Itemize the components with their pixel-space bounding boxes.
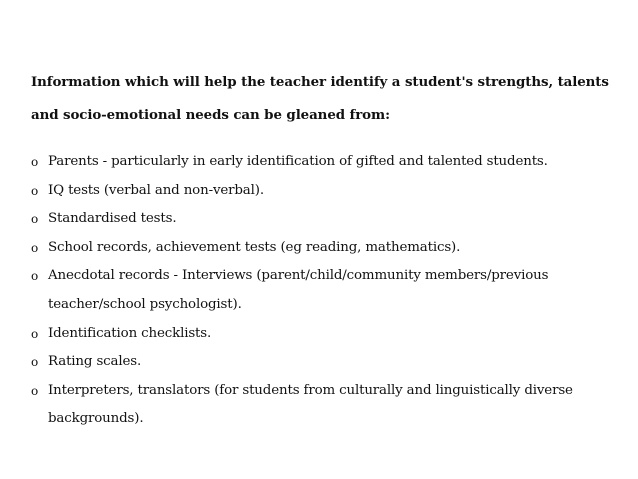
bullet-icon: o [31,183,39,198]
list-item-text: Anecdotal records - Interviews (parent/child/community members/previous teacher/school psychologist). [48,268,549,312]
list-item-text: Standardised tests. [48,211,177,227]
list-item-text: IQ tests (verbal and non-verbal). [48,182,264,198]
bullet-icon: o [31,269,39,284]
list-item-text: Rating scales. [48,354,142,370]
bullet-icon: o [31,212,39,227]
bullet-icon: o [31,355,39,370]
list-item [31,177,621,206]
heading-line-2: and socio-emotional needs can be gleaned from: [31,107,390,123]
list-item [31,205,621,234]
list-item-text: School records, achievement tests (eg reading, mathematics). [48,239,461,255]
bullet-icon: o [31,383,39,398]
list-item [31,348,621,377]
list-item [31,234,621,263]
list-item [31,320,621,349]
list-item-text: Interpreters, translators (for students from culturally and linguistically diverse backgrounds). [48,382,573,427]
bullet-list [31,148,621,434]
list-item-text: Parents - particularly in early identification of gifted and talented students. [48,154,548,169]
bullet-icon: o [31,240,39,255]
list-item [31,262,621,319]
list-item [31,377,621,434]
slide-heading [31,66,621,132]
list-item [31,148,621,177]
list-item-text: Identification checklists. [48,325,212,341]
heading-line-1: Information which will help the teacher identify a student's strengths, talents [31,74,609,90]
bullet-icon: o [31,326,39,341]
bullet-icon: o [31,155,39,169]
